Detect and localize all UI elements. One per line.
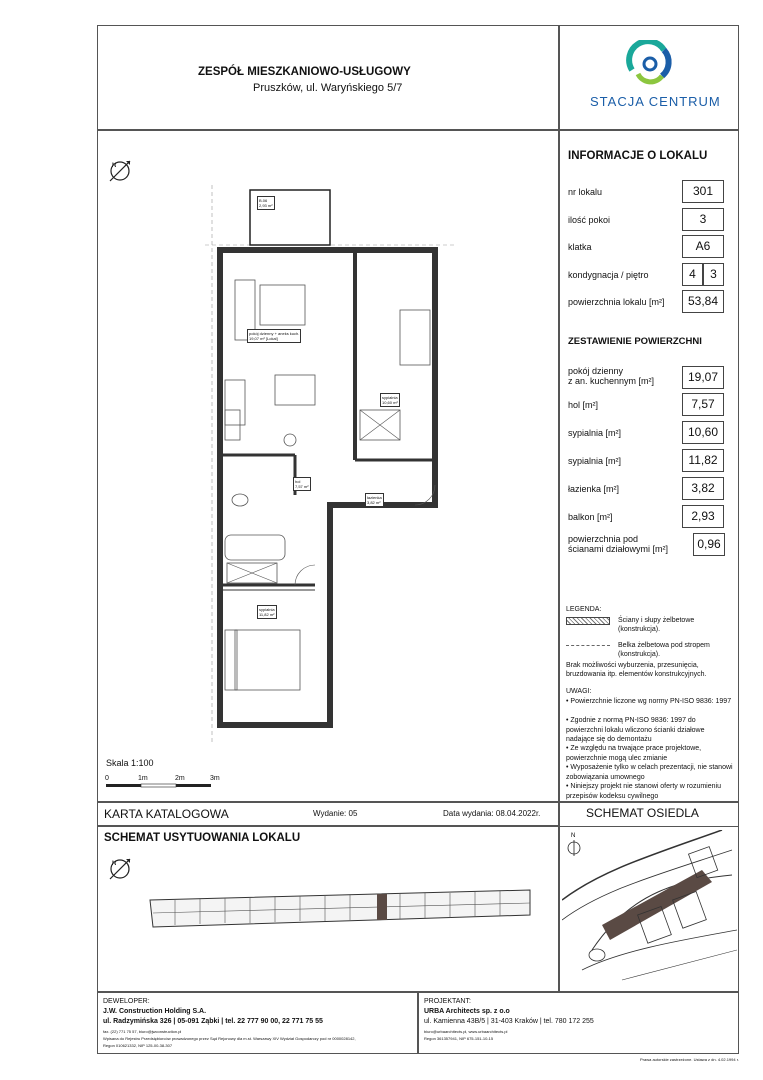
area-label-living-2: z an. kuchennym [m²] xyxy=(568,376,655,386)
info-label-staircase: klatka xyxy=(568,242,592,252)
estate-title: SCHEMAT OSIEDLA xyxy=(586,806,699,820)
logo-text: STACJA CENTRUM xyxy=(590,94,721,109)
area-value-living: 19,07 xyxy=(682,366,724,389)
area-value-balcony: 2,93 xyxy=(682,505,724,528)
header-title-box xyxy=(97,25,559,130)
scale-tick-3: 3m xyxy=(210,775,220,782)
svg-text:N: N xyxy=(571,833,576,839)
room-label-bedroom1: sypialnia 10,60 m² xyxy=(382,395,398,405)
svg-text:N: N xyxy=(112,163,117,169)
designer-label: PROJEKTANT: xyxy=(424,998,471,1005)
designer-name: URBA Architects sp. z o.o xyxy=(424,1008,510,1015)
location-north-icon xyxy=(106,855,134,883)
scale-tick-2: 2m xyxy=(175,775,185,782)
catalog-title: KARTA KATALOGOWA xyxy=(104,807,229,821)
legend-beam-line xyxy=(566,645,610,646)
designer-address: ul. Kamienna 43B/5 | 31-403 Kraków | tel. 780 172 255 xyxy=(424,1018,594,1025)
location-title: SCHEMAT USYTUOWANIA LOKALU xyxy=(104,832,301,844)
svg-text:N: N xyxy=(112,861,117,867)
note-4: • Wyposażenie tylko w celach prezentacji, nie stanowi zobowiązania umownego xyxy=(566,764,733,781)
area-label-hall: hol [m²] xyxy=(568,400,599,410)
area-label-bedroom1: sypialnia [m²] xyxy=(568,428,622,438)
room-label-balcony: B.06 2,93 m² xyxy=(259,198,273,208)
estate-divider xyxy=(559,826,739,827)
scale-bar xyxy=(104,772,244,792)
legend-restriction: Brak możliwości wyburzenia, przesunięcia, bruzdowania itp. elementów konstrukcyjnych. xyxy=(566,662,707,678)
info-value-rooms: 3 xyxy=(682,208,724,231)
area-value-walls: 0,96 xyxy=(693,533,725,556)
info-label-area: powierzchnia lokalu [m²] xyxy=(568,297,665,307)
info-value-level: 4 xyxy=(682,263,703,286)
area-label-walls-1: powierzchnia pod xyxy=(568,534,639,544)
area-label-balcony: balkon [m²] xyxy=(568,512,613,522)
legend-walls: Ściany i słupy żelbetowe (konstrukcja). xyxy=(618,617,695,633)
catalog-date: Data wydania: 08.04.2022r. xyxy=(443,809,541,818)
legend-beam: Belka żelbetowa pod stropem (konstrukcja). xyxy=(618,642,710,658)
room-label-bedroom2: sypialnia 11,82 m² xyxy=(259,607,275,617)
info-value-unit: 301 xyxy=(682,180,724,203)
area-value-hall: 7,57 xyxy=(682,393,724,416)
developer-registry: Wpisana do Rejestru Przedsiębiorców prowadzonego przez Sąd Rejonowy dla m.st. Warszawy XIV Wydział Gospodarczy pod nr 0000028142, xyxy=(103,1036,356,1041)
scale-tick-0: 0 xyxy=(105,775,109,782)
room-label-living: pokój dzienny + aneks kuch. 19,07 m² [Lokal] xyxy=(249,331,300,341)
north-arrow-icon xyxy=(106,157,134,185)
project-address: Pruszków, ul. Waryńskiego 5/7 xyxy=(253,82,403,94)
room-label-bath: łazienka 3,82 m² xyxy=(367,495,382,505)
area-label-bath: łazienka [m²] xyxy=(568,484,620,494)
notes-heading: UWAGI: xyxy=(566,688,592,695)
estate-site-map xyxy=(562,830,737,990)
floor-plan xyxy=(205,185,455,745)
developer-name: J.W. Construction Holding S.A. xyxy=(103,1008,207,1015)
project-title: ZESPÓŁ MIESZKANIOWO-USŁUGOWY xyxy=(198,66,411,78)
area-value-bedroom1: 10,60 xyxy=(682,421,724,444)
developer-label: DEWELOPER: xyxy=(103,998,150,1005)
area-label-bedroom2: sypialnia [m²] xyxy=(568,456,622,466)
info-value-area: 53,84 xyxy=(682,290,724,313)
room-label-hall: hol 7,57 m² xyxy=(295,479,309,489)
catalog-bar xyxy=(97,802,559,826)
designer-regon: Regon 361357941, NIP 675-151-10-15 xyxy=(424,1036,494,1041)
designer-contact: biuro@urbaarchitects.pl, www.urbaarchitects.pl xyxy=(424,1029,508,1034)
copyright-note: Prawa autorskie zastrzeżone. Ustawa z dn. 4.02.1994 r. xyxy=(640,1057,739,1062)
info-value-floor: 3 xyxy=(703,263,724,286)
area-value-bedroom2: 11,82 xyxy=(682,449,724,472)
scale-label: Skala 1:100 xyxy=(106,758,154,768)
info-label-floor: kondygnacja / piętro xyxy=(568,270,649,280)
stacja-centrum-logo-icon xyxy=(620,40,680,86)
note-2: • Zgodnie z normą PN-ISO 9836: 1997 do powierzchni lokalu wliczono ścianki działowe nadające się do demontażu xyxy=(566,717,705,743)
legend-hatch-swatch xyxy=(566,617,610,625)
note-3: • Ze względu na trwające prace projektowe, powierzchnie mogą ulec zmianie xyxy=(566,745,702,762)
developer-address: ul. Radzymińska 326 | 05-091 Ząbki | tel. 22 777 90 00, 22 771 75 55 xyxy=(103,1018,323,1025)
area-label-living-1: pokój dzienny xyxy=(568,366,624,376)
legend-heading: LEGENDA: xyxy=(566,606,602,613)
areas-heading: ZESTAWIENIE POWIERZCHNI xyxy=(568,336,702,347)
area-label-walls-2: ścianami działowymi [m²] xyxy=(568,544,669,554)
header-logo-box xyxy=(559,25,739,130)
building-strip xyxy=(145,885,535,935)
info-label-unit: nr lokalu xyxy=(568,187,603,197)
info-label-rooms: ilość pokoi xyxy=(568,215,611,225)
note-5: • Niniejszy projekt nie stanowi oferty w rozumieniu przepisów kodeksu cywilnego xyxy=(566,783,721,800)
developer-contact: fax. (22) 771 75 57, biuro@jwconstruction.pl xyxy=(103,1029,182,1034)
info-heading: INFORMACJE O LOKALU xyxy=(568,150,708,162)
note-1: • Powierzchnie liczone wg normy PN-ISO 9836: 1997 xyxy=(566,698,732,705)
developer-regon: Regon 010621332, NIP 125-00-38-307 xyxy=(103,1043,173,1048)
catalog-edition: Wydanie: 05 xyxy=(313,809,358,818)
area-value-bath: 3,82 xyxy=(682,477,724,500)
info-value-staircase: A6 xyxy=(682,235,724,258)
scale-tick-1: 1m xyxy=(138,775,148,782)
